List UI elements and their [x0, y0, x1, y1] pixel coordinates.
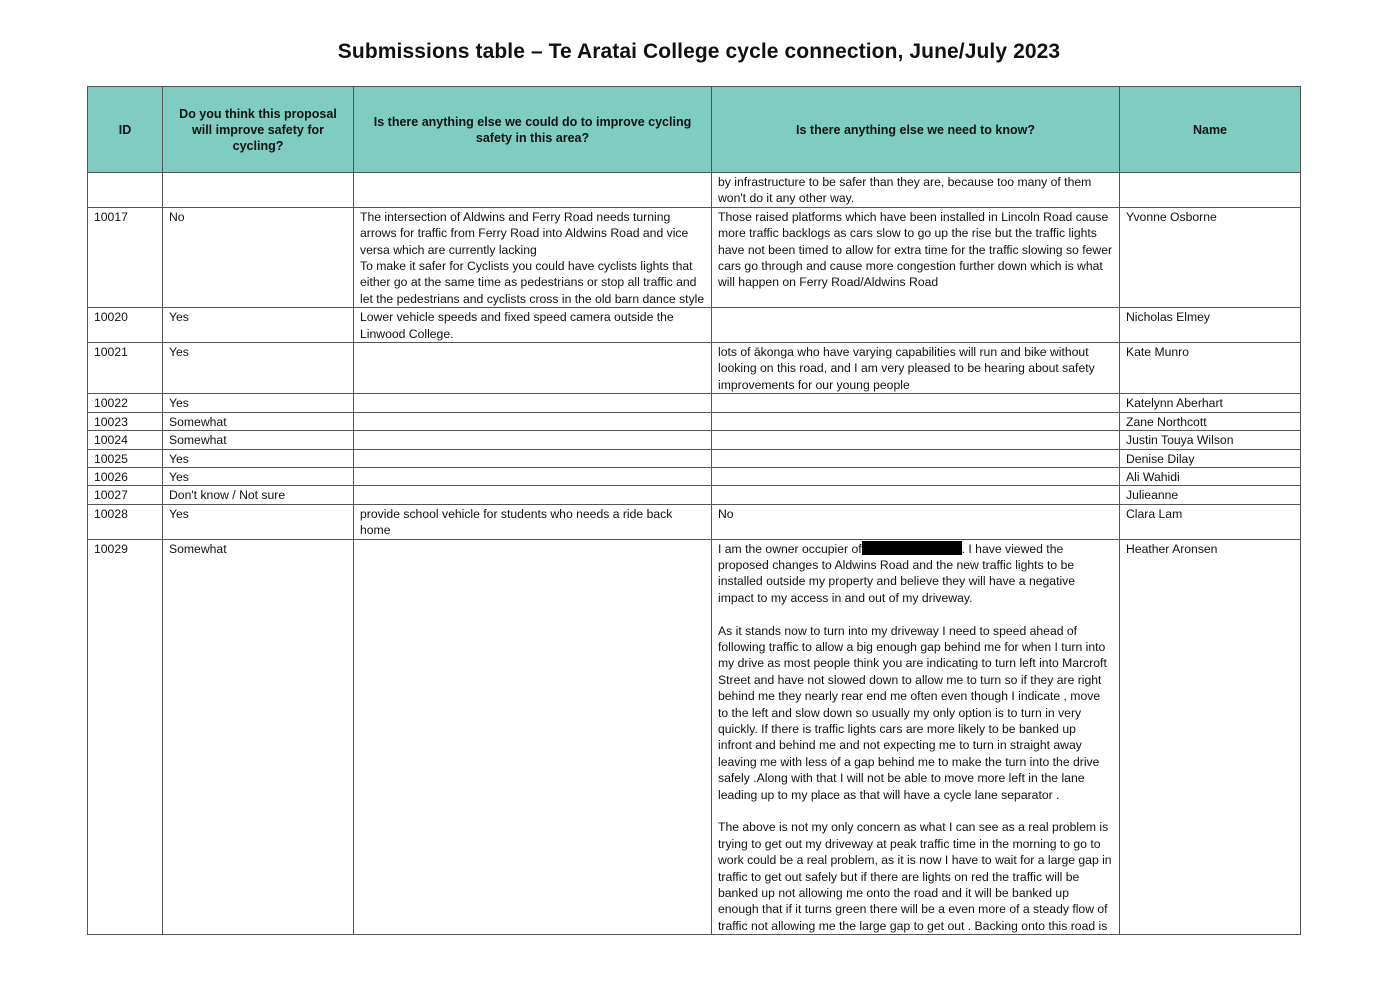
table-row	[88, 467, 1301, 485]
table-row	[88, 431, 1301, 449]
cell-safety: Don't know / Not sure	[163, 486, 354, 504]
cell-safety: Yes	[163, 449, 354, 467]
table-row	[88, 539, 1301, 935]
cell-id: 10025	[88, 449, 163, 467]
cell-id: 10020	[88, 308, 163, 343]
cell-know	[712, 412, 1120, 430]
table-row	[88, 394, 1301, 412]
cell-know-text-start: I am the owner occupier of	[718, 541, 862, 556]
cell-safety: Yes	[163, 308, 354, 343]
cell-id: 10021	[88, 343, 163, 394]
cell-id: 10023	[88, 412, 163, 430]
cell-improve	[354, 431, 712, 449]
cell-safety: Somewhat	[163, 412, 354, 430]
submissions-table	[87, 86, 1301, 935]
table-row	[88, 412, 1301, 430]
cell-name	[1120, 173, 1301, 208]
cell-id: 10027	[88, 486, 163, 504]
cell-know	[712, 486, 1120, 504]
cell-id: 10024	[88, 431, 163, 449]
column-header-name: Name	[1120, 87, 1301, 173]
cell-improve	[354, 412, 712, 430]
cell-safety: Yes	[163, 467, 354, 485]
cell-improve	[354, 173, 712, 208]
table-header-row	[88, 87, 1301, 173]
cell-safety: Somewhat	[163, 539, 354, 935]
cell-name: Zane Northcott	[1120, 412, 1301, 430]
cell-improve	[354, 486, 712, 504]
cell-know	[712, 449, 1120, 467]
cell-name: Julieanne	[1120, 486, 1301, 504]
cell-id: 10028	[88, 504, 163, 539]
cell-name: Clara Lam	[1120, 504, 1301, 539]
column-header-know: Is there anything else we need to know?	[712, 87, 1120, 173]
cell-name: Yvonne Osborne	[1120, 207, 1301, 307]
column-header-id: ID	[88, 87, 163, 173]
cell-name: Heather Aronsen	[1120, 539, 1301, 935]
cell-id: 10026	[88, 467, 163, 485]
cell-safety: Somewhat	[163, 431, 354, 449]
column-header-improve: Is there anything else we could do to improve cycling safety in this area?	[354, 87, 712, 173]
table-row	[88, 343, 1301, 394]
redacted-address	[862, 541, 962, 555]
cell-improve: The intersection of Aldwins and Ferry Road needs turning arrows for traffic from Ferry Road into Aldwins Road and vice versa which are currently lacking To make it safer for Cyclists you could have cyclists lights that either go at the same time as pedestrians or stop all traffic and let the pedestrians and cyclists cross in the old barn dance style	[354, 207, 712, 307]
cell-safety: No	[163, 207, 354, 307]
cell-improve	[354, 449, 712, 467]
cell-safety: Yes	[163, 504, 354, 539]
cell-improve	[354, 394, 712, 412]
cell-name: Nicholas Elmey	[1120, 308, 1301, 343]
cell-id: 10029	[88, 539, 163, 935]
table-row	[88, 207, 1301, 307]
table-row	[88, 486, 1301, 504]
cell-know-text-rest: . I have viewed the proposed changes to Aldwins Road and the new traffic lights to be installed outside my property and believe they will have a negative impact to my access in and out of my driveway. As it stands now to turn into my driveway I need to speed ahead of following traffic to allow a big enough gap behind me for when I turn into my drive as most people think you are indicating to turn left into Marcroft Street and have not slowed down to allow me to turn so if they are right behind me they nearly rear end me often even though I indicate , move to the left and slow down so usually my only option is to turn in very quickly. If there is traffic lights cars are more likely to be banked up infront and behind me and not expecting me to turn in straight away leaving me with less of a gap behind me to make the turn into the drive safely .Along with that I will not be able to move more left in the lane leading up to my place as that will have a cycle lane separator . The above is not my only concern as what I can see as a real problem is trying to get out my driveway at peak traffic time in the morning to go to work could be a real problem, as it is now I have to wait for a large gap in traffic to get out safely but if there are lights on red the traffic will be banked up not allowing me onto the road and it will be banked up enough that if it turns green there will be a even more of a steady flow of traffic not allowing me the large gap to get out . Backing onto this road is	[718, 541, 1112, 933]
cell-improve: Lower vehicle speeds and fixed speed camera outside the Linwood College.	[354, 308, 712, 343]
cell-id: 10022	[88, 394, 163, 412]
cell-id	[88, 173, 163, 208]
cell-name: Justin Touya Wilson	[1120, 431, 1301, 449]
cell-know: No	[712, 504, 1120, 539]
cell-know	[712, 539, 1120, 935]
cell-know	[712, 431, 1120, 449]
cell-improve	[354, 343, 712, 394]
cell-safety: Yes	[163, 394, 354, 412]
table-row	[88, 173, 1301, 208]
page-title: Submissions table – Te Aratai College cycle connection, June/July 2023	[337, 40, 1061, 63]
cell-know: by infrastructure to be safer than they are, because too many of them won't do it any other way.	[712, 173, 1120, 208]
cell-know	[712, 394, 1120, 412]
cell-improve	[354, 467, 712, 485]
cell-improve	[354, 539, 712, 935]
column-header-safety: Do you think this proposal will improve safety for cycling?	[163, 87, 354, 173]
cell-safety	[163, 173, 354, 208]
cell-improve: provide school vehicle for students who needs a ride back home	[354, 504, 712, 539]
cell-know: lots of ākonga who have varying capabilities will run and bike without looking on this road, and I am very pleased to be hearing about safety improvements for our young people	[712, 343, 1120, 394]
cell-know: Those raised platforms which have been installed in Lincoln Road cause more traffic backlogs as cars slow to go up the rise but the traffic lights have not been timed to allow for extra time for the traffic slowing so fewer cars go through and cause more congestion further down which is what will happen on Ferry Road/Aldwins Road	[712, 207, 1120, 307]
cell-know	[712, 308, 1120, 343]
table-row	[88, 449, 1301, 467]
cell-name: Kate Munro	[1120, 343, 1301, 394]
cell-safety: Yes	[163, 343, 354, 394]
table-row	[88, 504, 1301, 539]
cell-name: Denise Dilay	[1120, 449, 1301, 467]
table-row	[88, 308, 1301, 343]
cell-name: Katelynn Aberhart	[1120, 394, 1301, 412]
cell-id: 10017	[88, 207, 163, 307]
cell-know	[712, 467, 1120, 485]
cell-name: Ali Wahidi	[1120, 467, 1301, 485]
